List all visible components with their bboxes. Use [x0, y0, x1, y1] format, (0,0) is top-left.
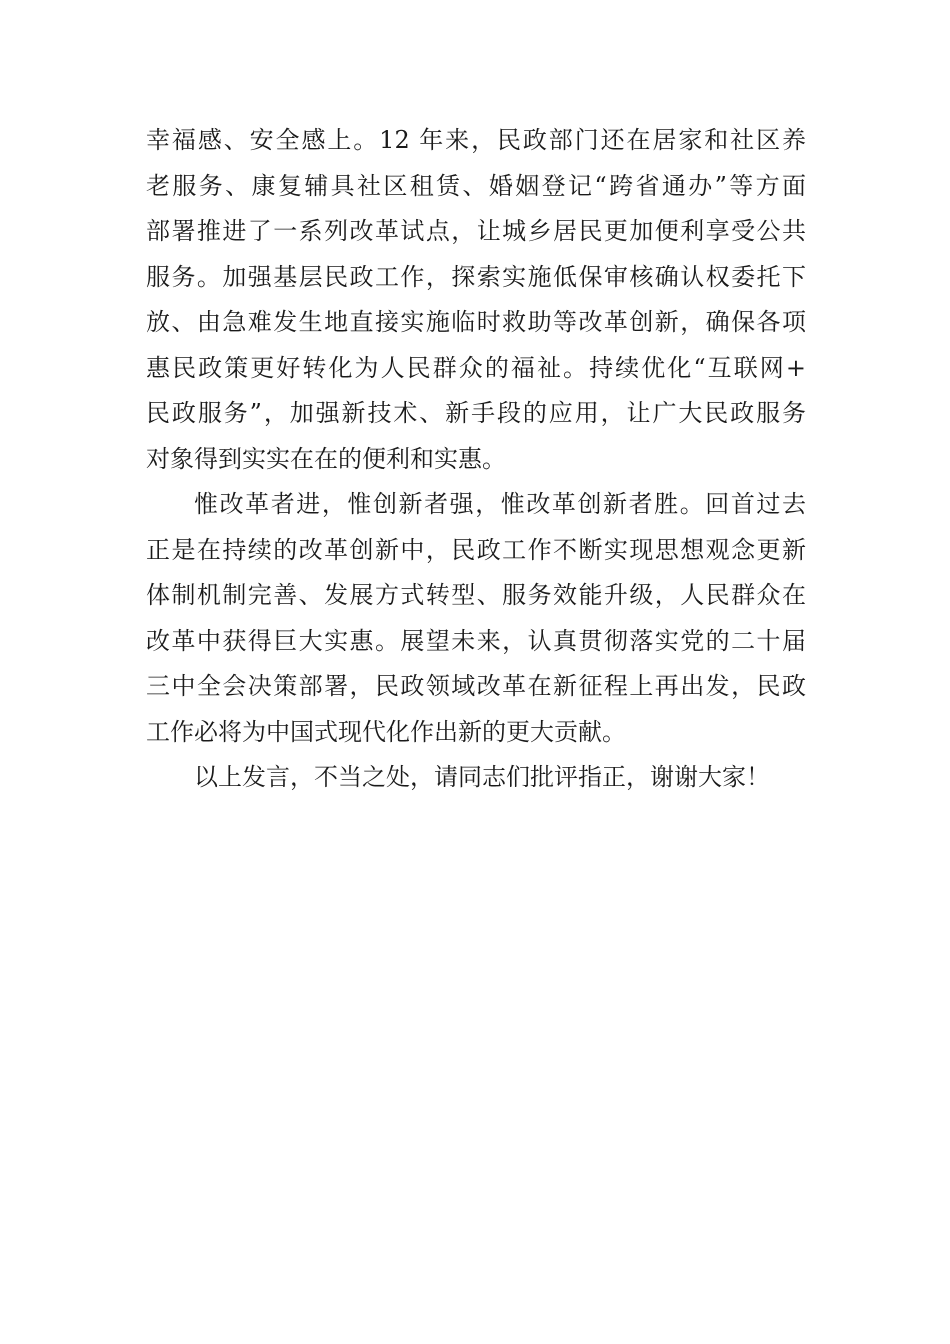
text-line: 老服务、康复辅具社区租赁、婚姻登记“跨省通办”等方面	[146, 171, 806, 200]
text-line: 惠民政策更好转化为人民群众的福祉。持续优化“互联网+	[146, 353, 806, 382]
text-line: 服务。加强基层民政工作，探索实施低保审核确认权委托下	[146, 262, 806, 291]
text-line: 放、由急难发生地直接实施临时救助等改革创新，确保各项	[146, 308, 806, 336]
paragraph-2	[146, 482, 806, 755]
text-line: 改革中获得巨大实惠。展望未来，认真贯彻落实党的二十届	[146, 626, 806, 655]
text-line: 以上发言，不当之处，请同志们批评指正，谢谢大家！	[194, 763, 770, 791]
text-line: 三中全会决策部署，民政领域改革在新征程上再出发，民政	[146, 672, 806, 700]
text-line: 正是在持续的改革创新中，民政工作不断实现思想观念更新	[146, 535, 806, 564]
text-line: 体制机制完善、发展方式转型、服务效能升级，人民群众在	[146, 581, 806, 609]
paragraph-3	[146, 755, 806, 801]
text-line: 部署推进了一系列改革试点，让城乡居民更加便利享受公共	[146, 217, 806, 245]
text-line: 惟改革者进，惟创新者强，惟改革创新者胜。回首过去	[194, 490, 806, 518]
text-line: 对象得到实实在在的便利和实惠。	[146, 444, 506, 473]
text-line: 幸福感、安全感上。12 年来，民政部门还在居家和社区养	[146, 126, 806, 154]
paragraph-1	[146, 118, 806, 482]
body-text	[146, 118, 806, 801]
text-line: 民政服务”，加强新技术、新手段的应用，让广大民政服务	[146, 399, 806, 427]
text-line: 工作必将为中国式现代化作出新的更大贡献。	[146, 717, 626, 746]
